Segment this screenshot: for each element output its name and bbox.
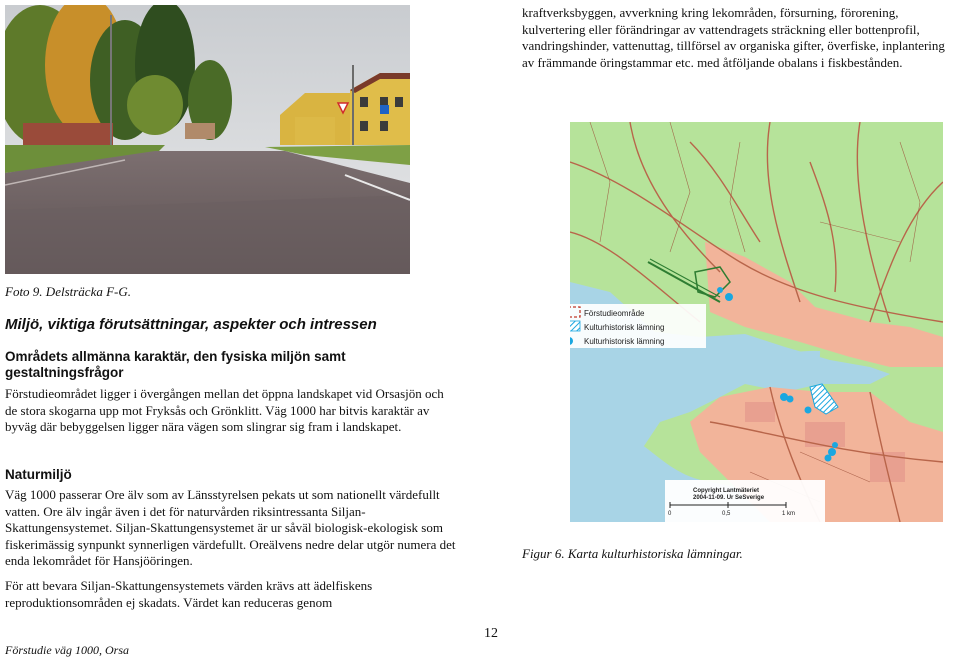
map-heritage-dot xyxy=(832,442,838,448)
svg-text:Copyright Lantmäteriet: Copyright Lantmäteriet xyxy=(693,488,760,494)
map-heritage-dot xyxy=(805,407,812,414)
map-heritage-dot xyxy=(787,396,794,403)
street-photo xyxy=(5,5,410,274)
map-heritage-dot xyxy=(825,455,832,462)
paragraph-character: Förstudieområdet ligger i övergången mellan det öppna landskapet vid Orsasjön och de stora skogarna upp mot Fryksås och Grönklitt. Väg 1000 har bitvis karaktär av byväg där bebyggelsen ligger nära vägen som slingrar sig fram i landskapet. xyxy=(5,386,444,434)
legend-label-heritage-area: Kulturhistorisk lämning xyxy=(584,323,665,332)
subheading-nature: Naturmiljö xyxy=(5,467,72,482)
photo-caption: Foto 9. Delsträcka F-G. xyxy=(5,284,132,299)
map-heritage-dot xyxy=(725,293,733,301)
legend-symbol-hatched xyxy=(570,321,580,331)
paragraph-nature: Väg 1000 passerar Ore älv som av Länsstyrelsen pekats ut som nationellt värdefullt vatten. Ore älv ingår även i det för naturvården riksintressanta Siljan-Skattungensystemet. Siljan-Skattungensystemet är ur såväl biologisk-ekologisk som fiskerimässig synpunkt synnerligen värdefullt. Oreälvens nedre delar utgör numera det enda lekområdet för Hansjööringen. xyxy=(5,487,456,568)
map-heritage-dot xyxy=(717,287,723,293)
map-copyright xyxy=(665,480,825,522)
map-legend xyxy=(570,304,706,348)
cultural-heritage-map xyxy=(570,122,943,522)
section-heading: Miljö, viktiga förutsättningar, aspekter och intressen xyxy=(5,316,377,333)
map-caption: Figur 6. Karta kulturhistoriska lämningar. xyxy=(522,546,743,561)
subheading-character: Områdets allmänna karaktär, den fysiska miljön samt gestaltningsfrågor xyxy=(5,349,346,380)
legend-label-heritage-point: Kulturhistorisk lämning xyxy=(584,337,665,346)
svg-text:2004-11-09. Ur SeSverige: 2004-11-09. Ur SeSverige xyxy=(693,495,765,501)
scale-label: 0,5 xyxy=(722,511,731,517)
document-footer: Förstudie väg 1000, Orsa xyxy=(5,643,129,657)
page-number: 12 xyxy=(484,626,498,641)
scale-label: 0 xyxy=(668,511,672,517)
paragraph-preservation: För att bevara Siljan-Skattungensystemets värden krävs att ädelfiskens reproduktionsområden ej skadats. Värdet kan reduceras genom xyxy=(5,578,373,610)
scale-label: 1 km xyxy=(782,511,796,517)
legend-label-study-area: Förstudieområde xyxy=(584,309,645,318)
paragraph-continued: kraftverksbyggen, avverkning kring lekområden, försurning, förorening, kulvertering eller förändringar av vattendragets sträckning eller bottenprofil, vandringshinder, vattenuttag, tillförsel av organiska gifter, överfiske, inplantering av främmande öringstammar etc. med åtföljande obalans i fiskbestånden. xyxy=(522,5,945,70)
